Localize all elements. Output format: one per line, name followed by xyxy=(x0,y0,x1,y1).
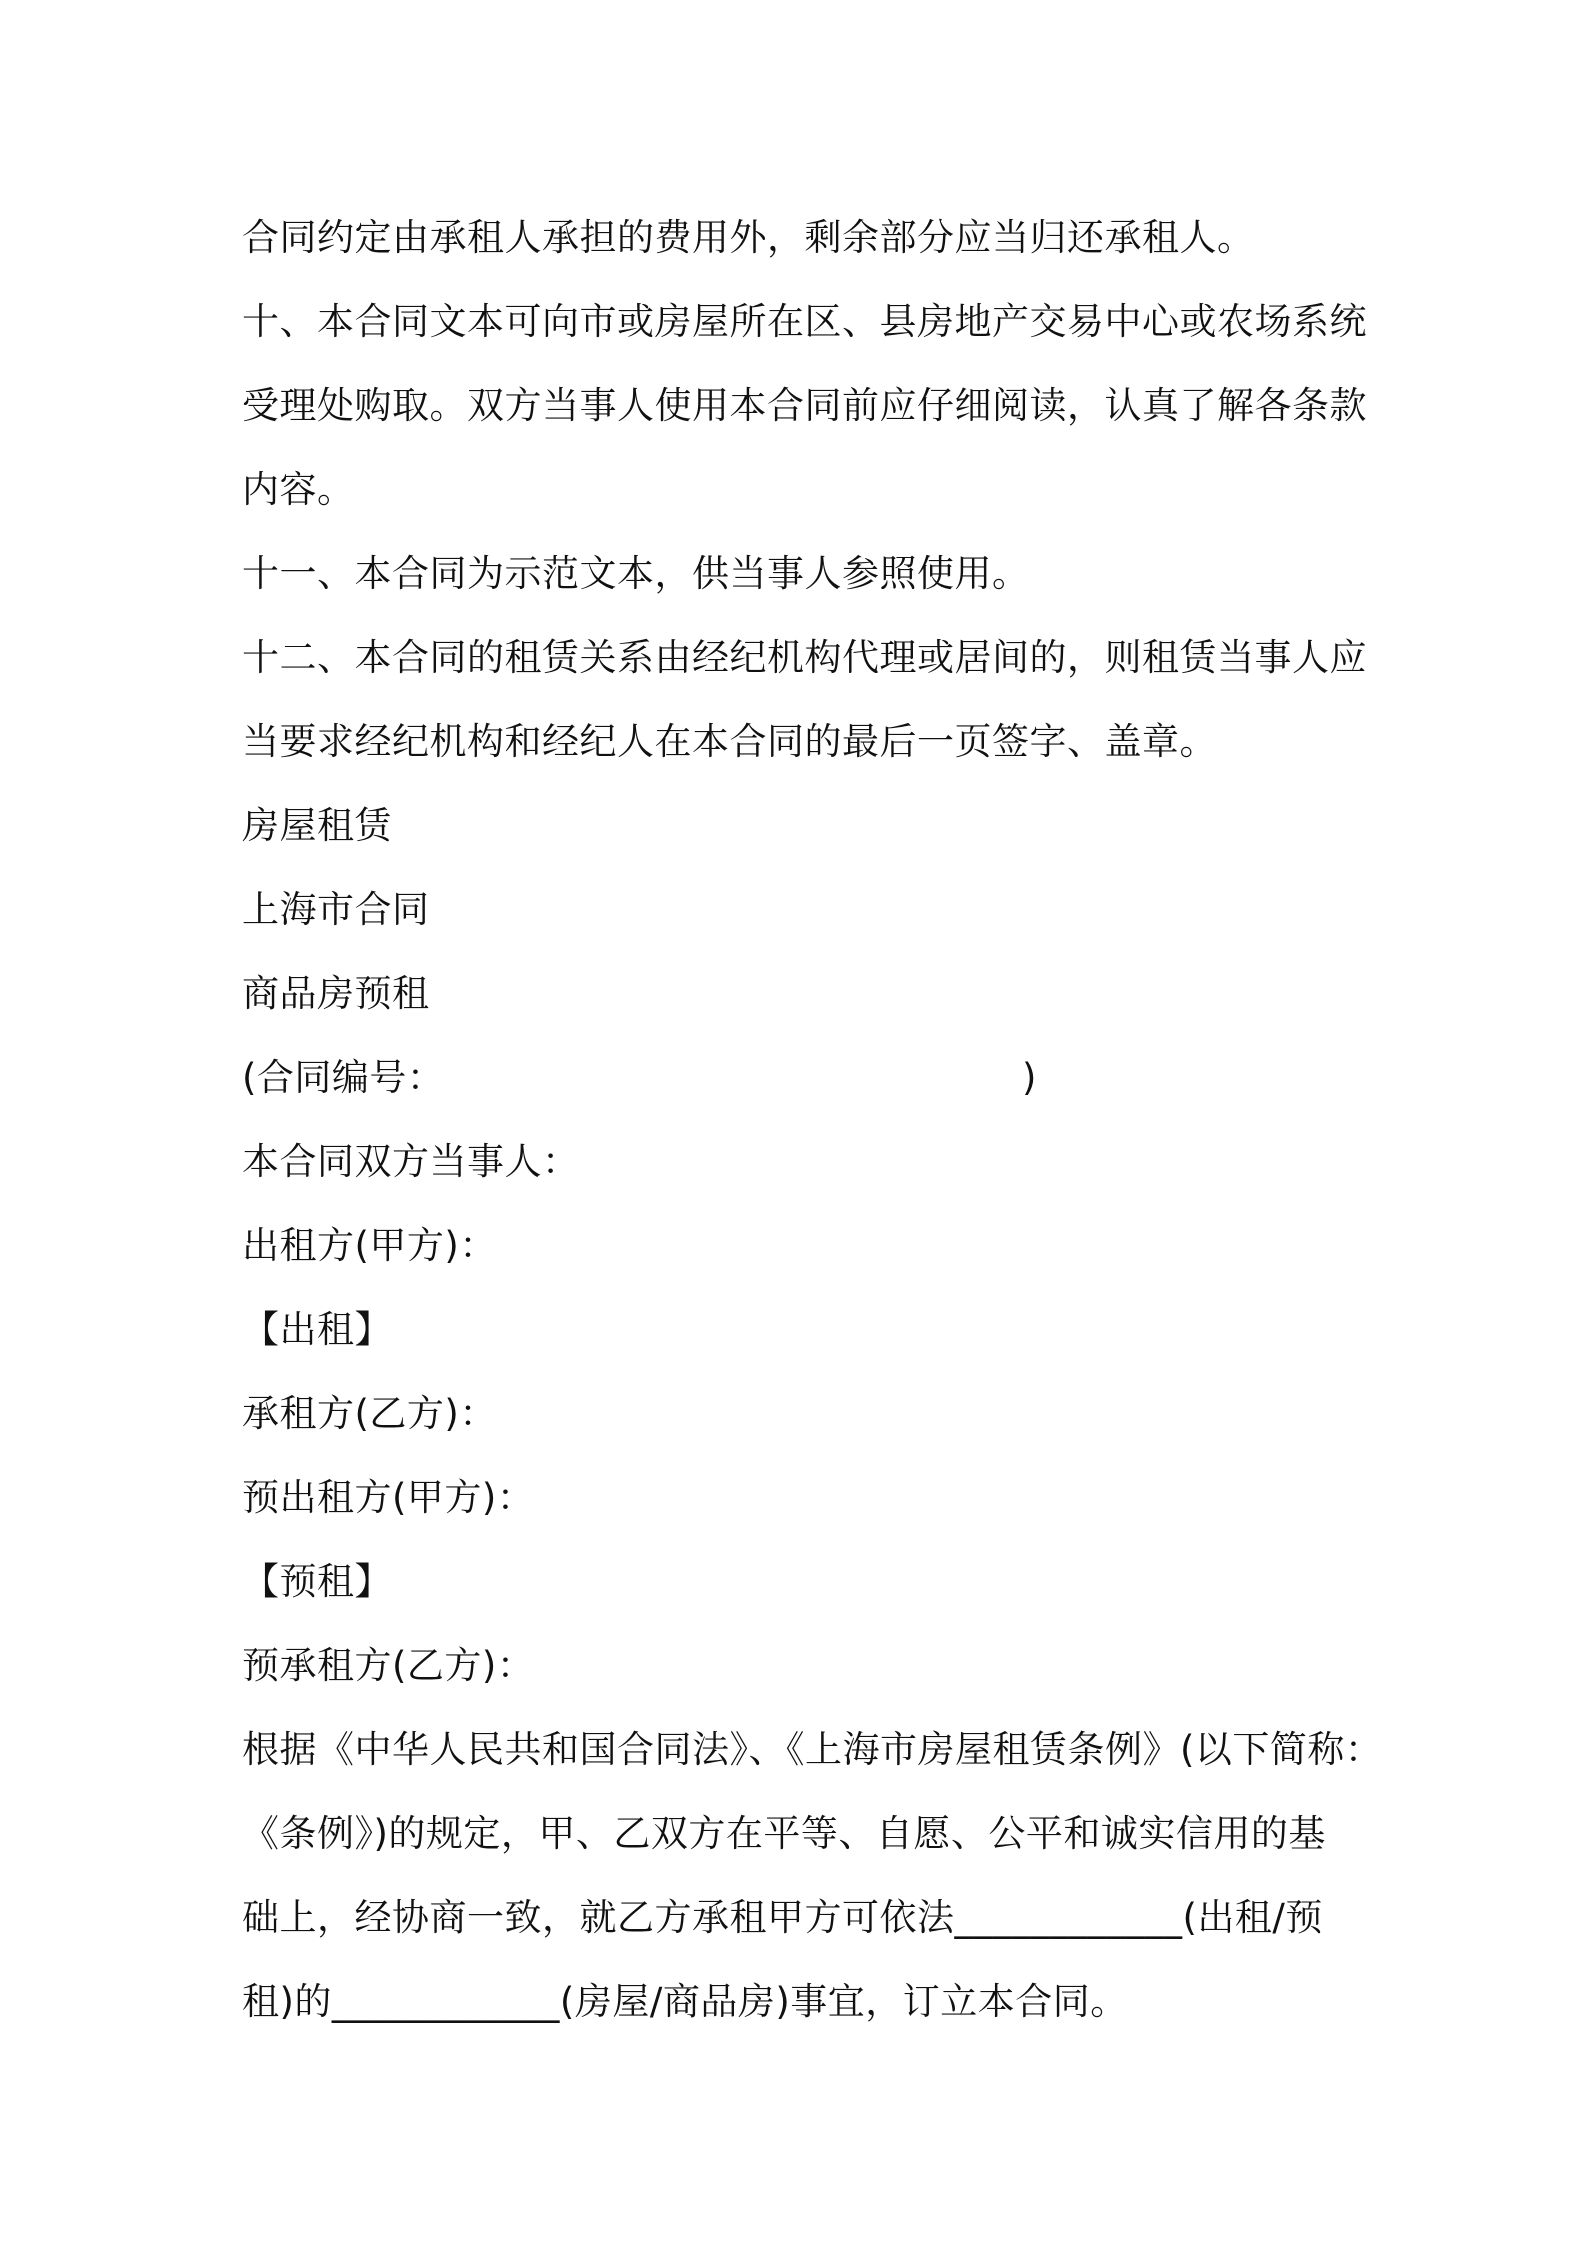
contract-number-label: (合同编号： xyxy=(242,1056,445,1099)
document-body xyxy=(242,196,1383,2044)
text-line: 【出租】 xyxy=(242,1308,392,1351)
text-line: 【预租】 xyxy=(242,1560,392,1603)
text-line: 本合同双方当事人： xyxy=(242,1140,580,1183)
text-line: 础上，经协商一致，就乙方承租甲方可依法____________(出租/预 xyxy=(242,1896,1323,1939)
text-line: 当要求经纪机构和经纪人在本合同的最后一页签字、盖章。 xyxy=(242,720,1217,763)
text-line: 承租方(乙方)： xyxy=(242,1392,497,1435)
text-line: 内容。 xyxy=(242,468,355,511)
text-line: 受理处购取。双方当事人使用本合同前应仔细阅读，认真了解各条款 xyxy=(242,384,1367,427)
text-line: 租)的____________(房屋/商品房)事宜，订立本合同。 xyxy=(242,1980,1128,2023)
text-line: 预承租方(乙方)： xyxy=(242,1644,535,1687)
text-line: 十、本合同文本可向市或房屋所在区、县房地产交易中心或农场系统 xyxy=(242,300,1367,343)
text-line: 《条例》)的规定，甲、乙双方在平等、自愿、公平和诚实信用的基 xyxy=(242,1812,1326,1855)
text-line: 十二、本合同的租赁关系由经纪机构代理或居间的，则租赁当事人应 xyxy=(242,636,1367,679)
text-line: 十一、本合同为示范文本，供当事人参照使用。 xyxy=(242,552,1030,595)
heading-line: 房屋租赁 xyxy=(242,804,392,847)
heading-line: 上海市合同 xyxy=(242,888,430,931)
text-line: 预出租方(甲方)： xyxy=(242,1476,535,1519)
text-line: 出租方(甲方)： xyxy=(242,1224,497,1267)
text-line: 根据《中华人民共和国合同法》、《上海市房屋租赁条例》(以下简称： xyxy=(242,1728,1383,1771)
contract-number-close: ) xyxy=(1022,1056,1037,1099)
heading-line: 商品房预租 xyxy=(242,972,430,1015)
contract-number-line xyxy=(242,1036,1362,1120)
text-line: 合同约定由承租人承担的费用外，剩余部分应当归还承租人。 xyxy=(242,216,1255,259)
